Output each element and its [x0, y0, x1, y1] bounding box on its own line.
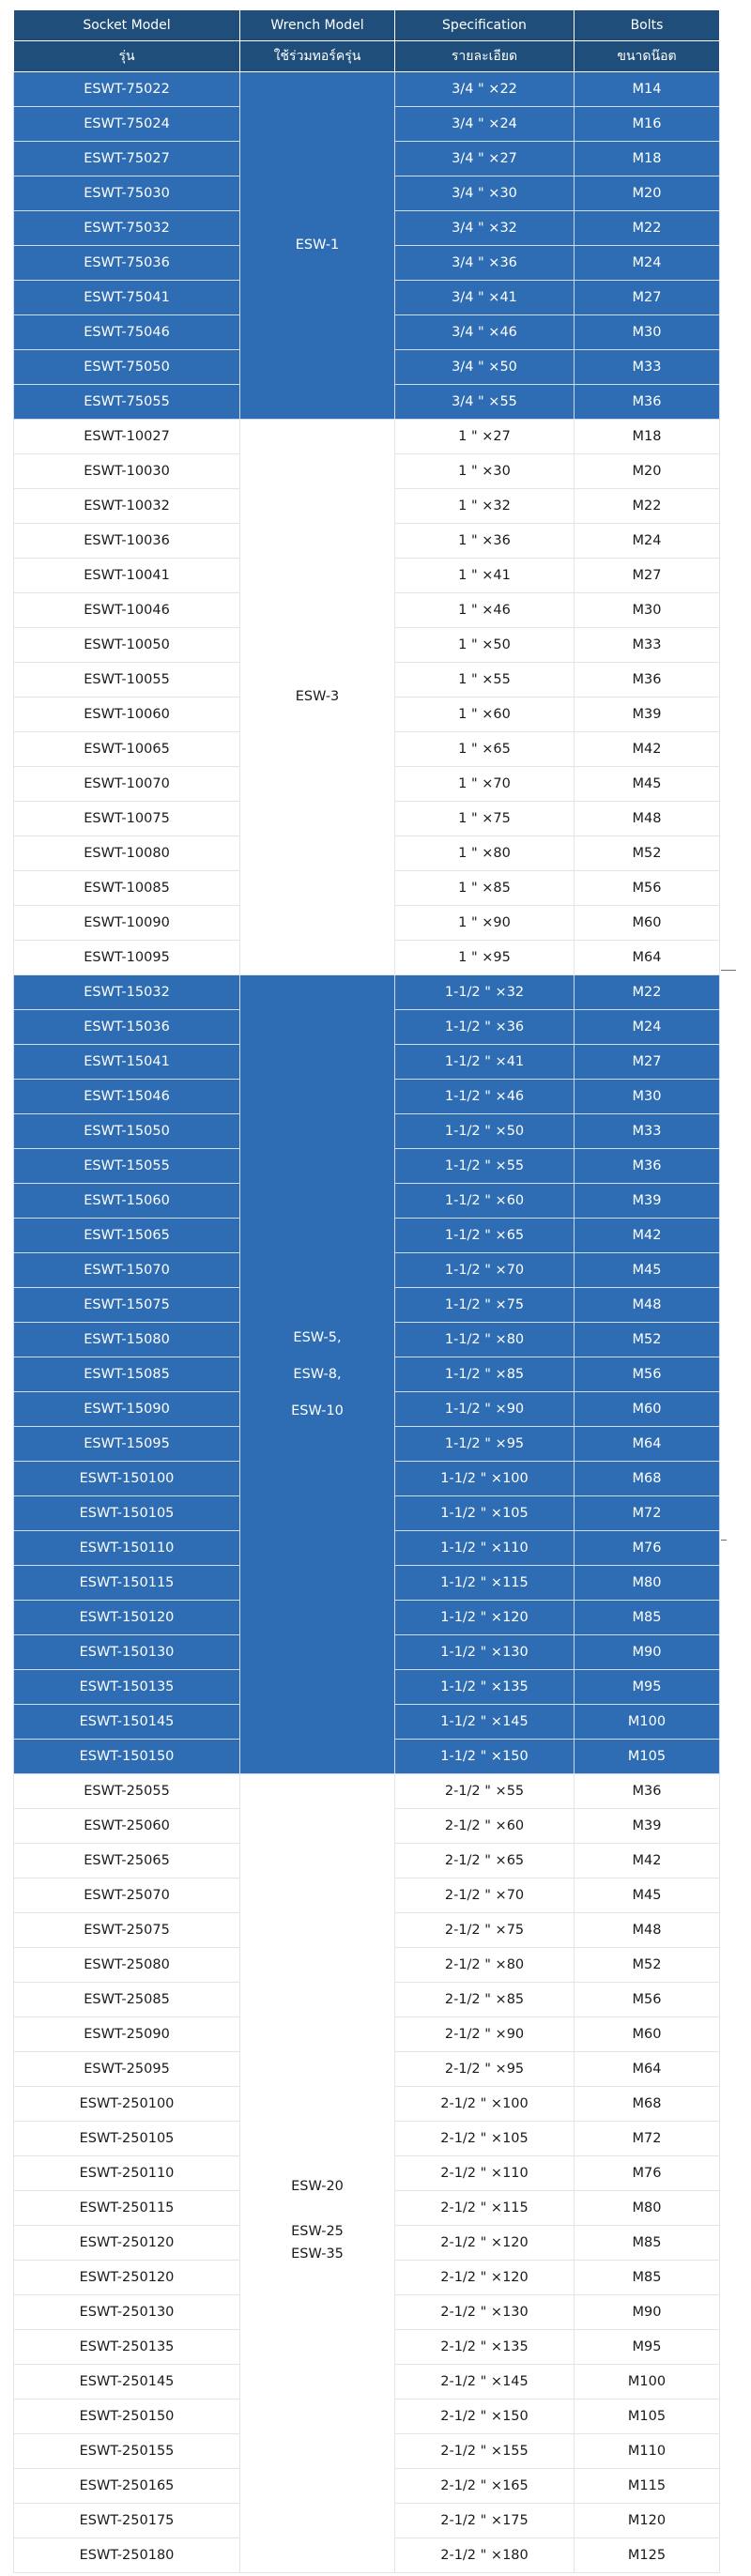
specification-cell: 2-1/2 " ×180 [395, 2538, 575, 2573]
socket-model-cell: ESWT-15075 [14, 1288, 240, 1323]
wrench-model-label: ESW-3 [295, 689, 340, 704]
socket-model-cell: ESWT-25055 [14, 1774, 240, 1809]
specification-cell: 2-1/2 " ×110 [395, 2156, 575, 2191]
specification-cell: 2-1/2 " ×120 [395, 2261, 575, 2295]
bolt-size-cell: M52 [575, 1323, 720, 1357]
wrench-model-label: ESW-1 [295, 238, 340, 253]
bolt-size-cell: M80 [575, 1566, 720, 1601]
socket-spec-table [13, 9, 720, 2573]
header-wrench-model-thai: ใช้ร่วมทอร์ครุ่น [240, 41, 395, 72]
bolt-size-cell: M30 [575, 1080, 720, 1114]
bolt-size-cell: M39 [575, 698, 720, 732]
socket-model-cell: ESWT-10080 [14, 836, 240, 871]
socket-model-cell: ESWT-15080 [14, 1323, 240, 1357]
specification-cell: 3/4 " ×50 [395, 350, 575, 385]
bolt-size-cell: M18 [575, 420, 720, 454]
bolt-size-cell: M39 [575, 1184, 720, 1219]
socket-model-cell: ESWT-10090 [14, 906, 240, 941]
wrench-model-label: ESW-10 [291, 1403, 344, 1418]
specification-cell: 2-1/2 " ×65 [395, 1844, 575, 1878]
header-wrench-model: Wrench Model [240, 10, 395, 41]
socket-model-cell: ESWT-150145 [14, 1705, 240, 1740]
specification-cell: 1-1/2 " ×46 [395, 1080, 575, 1114]
bolt-size-cell: M60 [575, 906, 720, 941]
table-header [14, 10, 720, 72]
bolt-size-cell: M115 [575, 2469, 720, 2504]
specification-cell: 1-1/2 " ×120 [395, 1601, 575, 1635]
bolt-size-cell: M42 [575, 1844, 720, 1878]
specification-cell: 2-1/2 " ×90 [395, 2017, 575, 2052]
bolt-size-cell: M95 [575, 1670, 720, 1705]
specification-cell: 3/4 " ×32 [395, 211, 575, 246]
header-bolts-thai: ขนาดน๊อต [575, 41, 720, 72]
specification-cell: 2-1/2 " ×120 [395, 2226, 575, 2261]
wrench-model-cell [240, 72, 395, 420]
bolt-size-cell: M24 [575, 524, 720, 559]
specification-cell: 1-1/2 " ×85 [395, 1357, 575, 1392]
socket-model-cell: ESWT-25070 [14, 1878, 240, 1913]
socket-model-cell: ESWT-75041 [14, 281, 240, 315]
bolt-size-cell: M64 [575, 2052, 720, 2087]
socket-model-cell: ESWT-150105 [14, 1496, 240, 1531]
socket-model-cell: ESWT-250100 [14, 2087, 240, 2122]
specification-cell: 3/4 " ×55 [395, 385, 575, 420]
bolt-size-cell: M52 [575, 1948, 720, 1983]
specification-cell: 2-1/2 " ×130 [395, 2295, 575, 2330]
bolt-size-cell: M27 [575, 281, 720, 315]
socket-model-cell: ESWT-250175 [14, 2504, 240, 2538]
specification-cell: 3/4 " ×30 [395, 176, 575, 211]
socket-model-cell: ESWT-150115 [14, 1566, 240, 1601]
bolt-size-cell: M18 [575, 142, 720, 176]
bolt-size-cell: M45 [575, 1878, 720, 1913]
bolt-size-cell: M42 [575, 732, 720, 767]
bolt-size-cell: M24 [575, 246, 720, 281]
specification-cell: 3/4 " ×24 [395, 107, 575, 142]
specification-cell: 3/4 " ×27 [395, 142, 575, 176]
specification-cell: 1 " ×70 [395, 767, 575, 802]
specification-cell: 1-1/2 " ×100 [395, 1462, 575, 1496]
socket-model-cell: ESWT-25075 [14, 1913, 240, 1948]
specification-cell: 1-1/2 " ×80 [395, 1323, 575, 1357]
bolt-size-cell: M68 [575, 2087, 720, 2122]
specification-cell: 1 " ×55 [395, 663, 575, 698]
socket-spec-sheet [13, 9, 719, 2573]
margin-mark [721, 1540, 727, 1541]
specification-cell: 1-1/2 " ×95 [395, 1427, 575, 1462]
bolt-size-cell: M100 [575, 2365, 720, 2400]
socket-model-cell: ESWT-10032 [14, 489, 240, 524]
bolt-size-cell: M100 [575, 1705, 720, 1740]
socket-model-cell: ESWT-250165 [14, 2469, 240, 2504]
bolt-size-cell: M125 [575, 2538, 720, 2573]
socket-model-cell: ESWT-250110 [14, 2156, 240, 2191]
bolt-size-cell: M45 [575, 1253, 720, 1288]
specification-cell: 1 " ×80 [395, 836, 575, 871]
socket-model-cell: ESWT-15046 [14, 1080, 240, 1114]
bolt-size-cell: M45 [575, 767, 720, 802]
specification-cell: 1 " ×75 [395, 802, 575, 836]
socket-model-cell: ESWT-75030 [14, 176, 240, 211]
socket-model-cell: ESWT-10065 [14, 732, 240, 767]
specification-cell: 1-1/2 " ×36 [395, 1010, 575, 1045]
bolt-size-cell: M56 [575, 1983, 720, 2017]
bolt-size-cell: M30 [575, 593, 720, 628]
specification-cell: 1-1/2 " ×150 [395, 1740, 575, 1774]
specification-cell: 1-1/2 " ×50 [395, 1114, 575, 1149]
bolt-size-cell: M105 [575, 1740, 720, 1774]
header-specification: Specification [395, 10, 575, 41]
socket-model-cell: ESWT-150130 [14, 1635, 240, 1670]
socket-model-cell: ESWT-15050 [14, 1114, 240, 1149]
bolt-size-cell: M33 [575, 1114, 720, 1149]
specification-cell: 1-1/2 " ×90 [395, 1392, 575, 1427]
specification-cell: 1 " ×27 [395, 420, 575, 454]
socket-model-cell: ESWT-75055 [14, 385, 240, 420]
socket-model-cell: ESWT-15090 [14, 1392, 240, 1427]
socket-model-cell: ESWT-10085 [14, 871, 240, 906]
bolt-size-cell: M39 [575, 1809, 720, 1844]
socket-model-cell: ESWT-250115 [14, 2191, 240, 2226]
socket-model-cell: ESWT-150135 [14, 1670, 240, 1705]
bolt-size-cell: M36 [575, 1149, 720, 1184]
socket-model-cell: ESWT-10041 [14, 559, 240, 593]
specification-cell: 2-1/2 " ×175 [395, 2504, 575, 2538]
socket-model-cell: ESWT-150100 [14, 1462, 240, 1496]
socket-model-cell: ESWT-250150 [14, 2400, 240, 2434]
specification-cell: 1-1/2 " ×55 [395, 1149, 575, 1184]
socket-model-cell: ESWT-15085 [14, 1357, 240, 1392]
socket-model-cell: ESWT-75024 [14, 107, 240, 142]
bolt-size-cell: M48 [575, 1913, 720, 1948]
bolt-size-cell: M110 [575, 2434, 720, 2469]
socket-model-cell: ESWT-10060 [14, 698, 240, 732]
wrench-model-label: ESW-8, [293, 1366, 342, 1382]
specification-cell: 1-1/2 " ×145 [395, 1705, 575, 1740]
socket-model-cell: ESWT-25080 [14, 1948, 240, 1983]
bolt-size-cell: M20 [575, 454, 720, 489]
bolt-size-cell: M16 [575, 107, 720, 142]
wrench-model-label [240, 2198, 394, 2220]
socket-model-cell: ESWT-75032 [14, 211, 240, 246]
bolt-size-cell: M85 [575, 2261, 720, 2295]
socket-model-cell: ESWT-25085 [14, 1983, 240, 2017]
table-row [14, 72, 720, 107]
specification-cell: 1-1/2 " ×110 [395, 1531, 575, 1566]
socket-model-cell: ESWT-10030 [14, 454, 240, 489]
socket-model-cell: ESWT-10046 [14, 593, 240, 628]
socket-model-cell: ESWT-15060 [14, 1184, 240, 1219]
socket-model-cell: ESWT-250135 [14, 2330, 240, 2365]
bolt-size-cell: M68 [575, 1462, 720, 1496]
header-socket-model: Socket Model [14, 10, 240, 41]
specification-cell: 2-1/2 " ×80 [395, 1948, 575, 1983]
bolt-size-cell: M20 [575, 176, 720, 211]
socket-model-cell: ESWT-75036 [14, 246, 240, 281]
bolt-size-cell: M90 [575, 1635, 720, 1670]
socket-model-cell: ESWT-75027 [14, 142, 240, 176]
specification-cell: 1 " ×85 [395, 871, 575, 906]
wrench-model-label: ESW-35 [291, 2246, 344, 2262]
socket-model-cell: ESWT-150110 [14, 1531, 240, 1566]
specification-cell: 1 " ×32 [395, 489, 575, 524]
socket-model-cell: ESWT-250145 [14, 2365, 240, 2400]
bolt-size-cell: M22 [575, 975, 720, 1010]
specification-cell: 3/4 " ×22 [395, 72, 575, 107]
header-row-english [14, 10, 720, 41]
specification-cell: 2-1/2 " ×75 [395, 1913, 575, 1948]
table-row [14, 1774, 720, 1809]
socket-model-cell: ESWT-150150 [14, 1740, 240, 1774]
bolt-size-cell: M42 [575, 1219, 720, 1253]
socket-model-cell: ESWT-250180 [14, 2538, 240, 2573]
specification-cell: 1 " ×90 [395, 906, 575, 941]
specification-cell: 2-1/2 " ×55 [395, 1774, 575, 1809]
socket-model-cell: ESWT-10027 [14, 420, 240, 454]
specification-cell: 1-1/2 " ×65 [395, 1219, 575, 1253]
specification-cell: 1-1/2 " ×60 [395, 1184, 575, 1219]
header-socket-model-thai: รุ่น [14, 41, 240, 72]
specification-cell: 1-1/2 " ×135 [395, 1670, 575, 1705]
bolt-size-cell: M36 [575, 385, 720, 420]
bolt-size-cell: M72 [575, 2122, 720, 2156]
socket-model-cell: ESWT-250120 [14, 2261, 240, 2295]
specification-cell: 1-1/2 " ×130 [395, 1635, 575, 1670]
bolt-size-cell: M33 [575, 350, 720, 385]
bolt-size-cell: M76 [575, 2156, 720, 2191]
bolt-size-cell: M36 [575, 663, 720, 698]
table-body [14, 72, 720, 2573]
bolt-size-cell: M30 [575, 315, 720, 350]
bolt-size-cell: M48 [575, 1288, 720, 1323]
bolt-size-cell: M90 [575, 2295, 720, 2330]
margin-mark [721, 970, 736, 971]
bolt-size-cell: M95 [575, 2330, 720, 2365]
socket-model-cell: ESWT-15055 [14, 1149, 240, 1184]
bolt-size-cell: M56 [575, 871, 720, 906]
bolt-size-cell: M85 [575, 1601, 720, 1635]
socket-model-cell: ESWT-15041 [14, 1045, 240, 1080]
socket-model-cell: ESWT-10070 [14, 767, 240, 802]
bolt-size-cell: M64 [575, 1427, 720, 1462]
specification-cell: 1-1/2 " ×41 [395, 1045, 575, 1080]
socket-model-cell: ESWT-15036 [14, 1010, 240, 1045]
bolt-size-cell: M24 [575, 1010, 720, 1045]
specification-cell: 1 " ×50 [395, 628, 575, 663]
specification-cell: 1 " ×30 [395, 454, 575, 489]
bolt-size-cell: M14 [575, 72, 720, 107]
specification-cell: 2-1/2 " ×60 [395, 1809, 575, 1844]
bolt-size-cell: M36 [575, 1774, 720, 1809]
header-bolts: Bolts [575, 10, 720, 41]
specification-cell: 2-1/2 " ×70 [395, 1878, 575, 1913]
bolt-size-cell: M105 [575, 2400, 720, 2434]
socket-model-cell: ESWT-250120 [14, 2226, 240, 2261]
bolt-size-cell: M85 [575, 2226, 720, 2261]
bolt-size-cell: M72 [575, 1496, 720, 1531]
specification-cell: 2-1/2 " ×100 [395, 2087, 575, 2122]
specification-cell: 1 " ×46 [395, 593, 575, 628]
bolt-size-cell: M27 [575, 1045, 720, 1080]
wrench-model-label: ESW-5, [293, 1329, 342, 1345]
header-row-thai [14, 41, 720, 72]
socket-model-cell: ESWT-15065 [14, 1219, 240, 1253]
table-row [14, 975, 720, 1010]
specification-cell: 2-1/2 " ×135 [395, 2330, 575, 2365]
socket-model-cell: ESWT-25065 [14, 1844, 240, 1878]
bolt-size-cell: M22 [575, 211, 720, 246]
socket-model-cell: ESWT-10095 [14, 941, 240, 975]
wrench-model-label: ESW-25 [291, 2224, 344, 2239]
specification-cell: 1-1/2 " ×32 [395, 975, 575, 1010]
specification-cell: 1 " ×65 [395, 732, 575, 767]
bolt-size-cell: M64 [575, 941, 720, 975]
socket-model-cell: ESWT-15070 [14, 1253, 240, 1288]
specification-cell: 3/4 " ×46 [395, 315, 575, 350]
socket-model-cell: ESWT-10036 [14, 524, 240, 559]
specification-cell: 2-1/2 " ×115 [395, 2191, 575, 2226]
socket-model-cell: ESWT-250155 [14, 2434, 240, 2469]
bolt-size-cell: M52 [575, 836, 720, 871]
specification-cell: 1 " ×41 [395, 559, 575, 593]
bolt-size-cell: M22 [575, 489, 720, 524]
socket-model-cell: ESWT-150120 [14, 1601, 240, 1635]
bolt-size-cell: M80 [575, 2191, 720, 2226]
specification-cell: 1 " ×95 [395, 941, 575, 975]
specification-cell: 2-1/2 " ×155 [395, 2434, 575, 2469]
specification-cell: 3/4 " ×36 [395, 246, 575, 281]
specification-cell: 1 " ×60 [395, 698, 575, 732]
socket-model-cell: ESWT-75046 [14, 315, 240, 350]
specification-cell: 2-1/2 " ×150 [395, 2400, 575, 2434]
specification-cell: 1 " ×36 [395, 524, 575, 559]
socket-model-cell: ESWT-10050 [14, 628, 240, 663]
specification-cell: 2-1/2 " ×145 [395, 2365, 575, 2400]
bolt-size-cell: M56 [575, 1357, 720, 1392]
socket-model-cell: ESWT-10055 [14, 663, 240, 698]
specification-cell: 1-1/2 " ×75 [395, 1288, 575, 1323]
socket-model-cell: ESWT-25095 [14, 2052, 240, 2087]
specification-cell: 2-1/2 " ×95 [395, 2052, 575, 2087]
bolt-size-cell: M48 [575, 802, 720, 836]
bolt-size-cell: M120 [575, 2504, 720, 2538]
specification-cell: 2-1/2 " ×105 [395, 2122, 575, 2156]
socket-model-cell: ESWT-15032 [14, 975, 240, 1010]
socket-model-cell: ESWT-250130 [14, 2295, 240, 2330]
bolt-size-cell: M76 [575, 1531, 720, 1566]
wrench-model-cell [240, 420, 395, 975]
specification-cell: 2-1/2 " ×165 [395, 2469, 575, 2504]
socket-model-cell: ESWT-250105 [14, 2122, 240, 2156]
bolt-size-cell: M33 [575, 628, 720, 663]
socket-model-cell: ESWT-75050 [14, 350, 240, 385]
bolt-size-cell: M60 [575, 1392, 720, 1427]
specification-cell: 1-1/2 " ×105 [395, 1496, 575, 1531]
socket-model-cell: ESWT-25060 [14, 1809, 240, 1844]
socket-model-cell: ESWT-75022 [14, 72, 240, 107]
table-row [14, 420, 720, 454]
wrench-model-cell [240, 1774, 395, 2573]
bolt-size-cell: M27 [575, 559, 720, 593]
socket-model-cell: ESWT-25090 [14, 2017, 240, 2052]
header-specification-thai: รายละเอียด [395, 41, 575, 72]
specification-cell: 1-1/2 " ×115 [395, 1566, 575, 1601]
bolt-size-cell: M60 [575, 2017, 720, 2052]
specification-cell: 2-1/2 " ×85 [395, 1983, 575, 2017]
wrench-model-label: ESW-20 [291, 2179, 344, 2194]
specification-cell: 1-1/2 " ×70 [395, 1253, 575, 1288]
socket-model-cell: ESWT-10075 [14, 802, 240, 836]
wrench-model-cell [240, 975, 395, 1774]
specification-cell: 3/4 " ×41 [395, 281, 575, 315]
socket-model-cell: ESWT-15095 [14, 1427, 240, 1462]
